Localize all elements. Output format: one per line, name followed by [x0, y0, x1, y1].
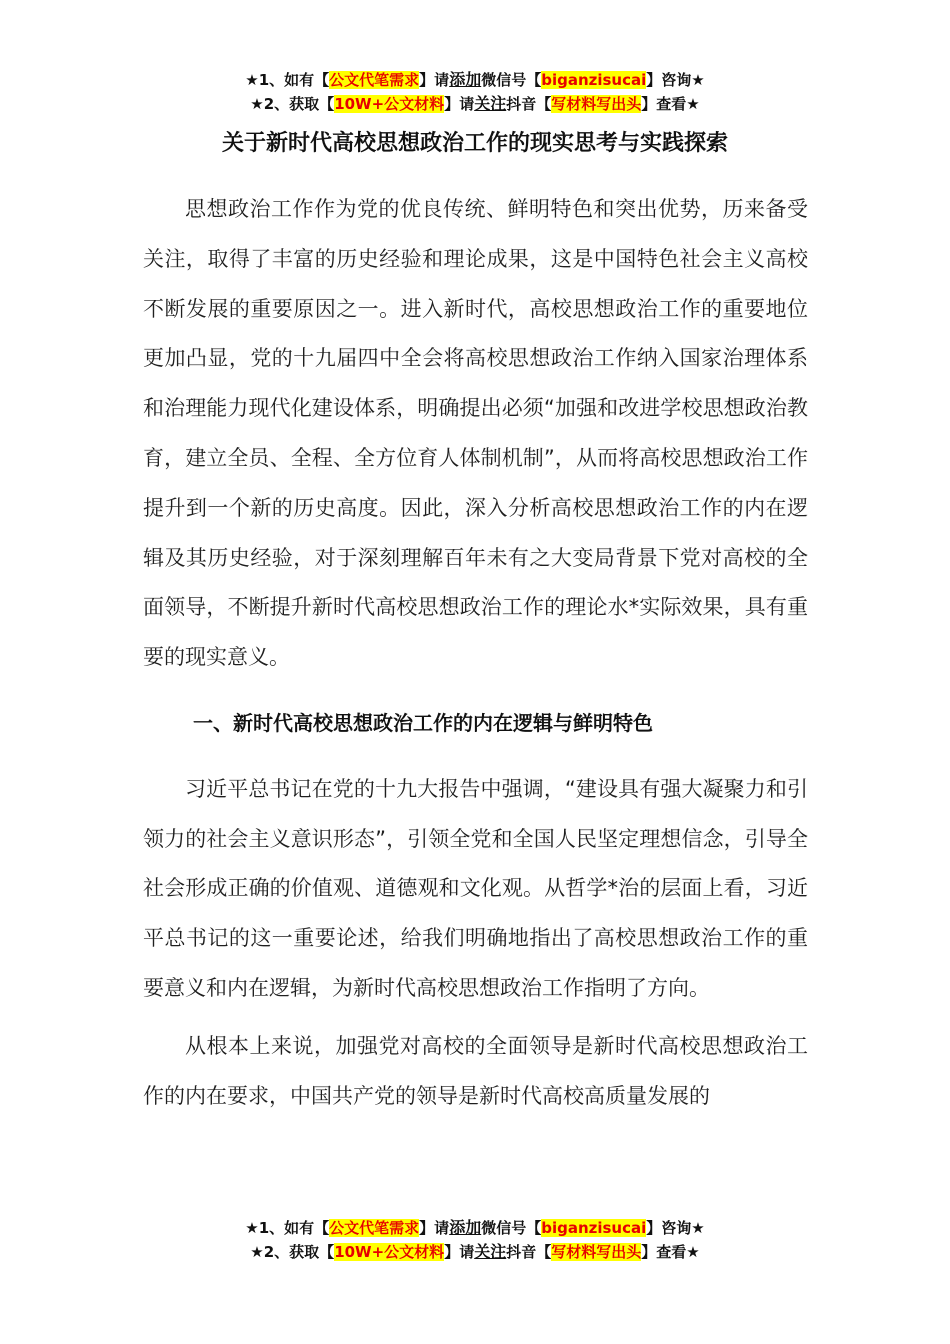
footer-line-2-underlined: 关注 [474, 1242, 507, 1261]
footer-banner [0, 1216, 950, 1264]
banner-line-2 [0, 92, 950, 116]
footer-line-1-highlight-service: 公文代笔需求 [329, 1219, 420, 1237]
banner-line-2-mid2: 抖音【 [506, 95, 552, 113]
footer-line-1-prefix: ★1、如有【 [245, 1219, 330, 1237]
footer-line-1-suffix: 】咨询★ [646, 1219, 705, 1237]
banner-line-1-prefix: ★1、如有【 [245, 71, 330, 89]
banner-line-2-prefix: ★2、获取【 [250, 95, 335, 113]
banner-line-1-mid: 】请 [419, 71, 450, 89]
footer-banner-line-1 [0, 1216, 950, 1240]
footer-banner-line-2 [0, 1240, 950, 1264]
banner-line-2-highlight-materials: 10W+公文材料 [334, 95, 445, 113]
banner-line-2-suffix: 】查看★ [641, 95, 700, 113]
banner-line-1 [0, 68, 950, 92]
footer-line-2-douyin-id: 写材料写出头 [551, 1243, 642, 1261]
paragraph-gap [143, 1014, 808, 1022]
footer-line-2-suffix: 】查看★ [641, 1243, 700, 1261]
banner-line-1-highlight-service: 公文代笔需求 [329, 71, 420, 89]
banner-line-2-douyin-id: 写材料写出头 [551, 95, 642, 113]
footer-line-1-mid: 】请 [419, 1219, 450, 1237]
banner-line-1-underlined: 添加 [449, 70, 482, 89]
section-1-paragraph-1: 习近平总书记在党的十九大报告中强调，“建设具有强大凝聚力和引领力的社会主义意识形态”，引领全党和全国人民坚定理想信念，引导全社会形成正确的价值观、道德观和文化观。从哲学*治的层面上看，习近平总书记的这一重要论述，给我们明确地指出了高校思想政治工作的重要意义和内在逻辑，为新时代高校思想政治工作指明了方向。 [143, 776, 808, 1000]
footer-line-2-prefix: ★2、获取【 [250, 1243, 335, 1261]
footer-line-1-wechat-id: biganzisucai [541, 1219, 647, 1237]
banner-line-2-mid: 】请 [444, 95, 475, 113]
document-body [143, 185, 808, 1121]
header-banner [0, 68, 950, 116]
banner-line-1-suffix: 】咨询★ [646, 71, 705, 89]
document-title: 关于新时代高校思想政治工作的现实思考与实践探索 [221, 131, 728, 156]
paragraph-gap [143, 683, 808, 691]
footer-line-2-mid: 】请 [444, 1243, 475, 1261]
footer-line-2-highlight-materials: 10W+公文材料 [334, 1243, 445, 1261]
banner-line-2-underlined: 关注 [474, 94, 507, 113]
intro-paragraph: 思想政治工作作为党的优良传统、鲜明特色和突出优势，历来备受关注，取得了丰富的历史经验和理论成果，这是中国特色社会主义高校不断发展的重要原因之一。进入新时代，高校思想政治工作的重要地位更加凸显，党的十九届四中全会将高校思想政治工作纳入国家治理体系和治理能力现代化建设体系，明确提出必须“加强和改进学校思想政治教育，建立全员、全程、全方位育人体制机制”，从而将高校思想政治工作提升到一个新的历史高度。因此，深入分析高校思想政治工作的内在逻辑及其历史经验，对于深刻理解百年未有之大变局背景下党对高校的全面领导，不断提升新时代高校思想政治工作的理论水*实际效果，具有重要的现实意义。 [143, 197, 808, 670]
section-1-heading: 一、新时代高校思想政治工作的内在逻辑与鲜明特色 [193, 710, 653, 735]
paragraph-gap [143, 757, 808, 765]
section-1-paragraph-2: 从根本上来说，加强党对高校的全面领导是新时代高校思想政治工作的内在要求，中国共产党的领导是新时代高校高质量发展的 [143, 1033, 808, 1108]
footer-line-2-mid2: 抖音【 [506, 1243, 552, 1261]
footer-line-1-underlined: 添加 [449, 1218, 482, 1237]
footer-line-1-mid2: 微信号【 [481, 1219, 542, 1237]
banner-line-1-mid2: 微信号【 [481, 71, 542, 89]
banner-line-1-wechat-id: biganzisucai [541, 71, 647, 89]
